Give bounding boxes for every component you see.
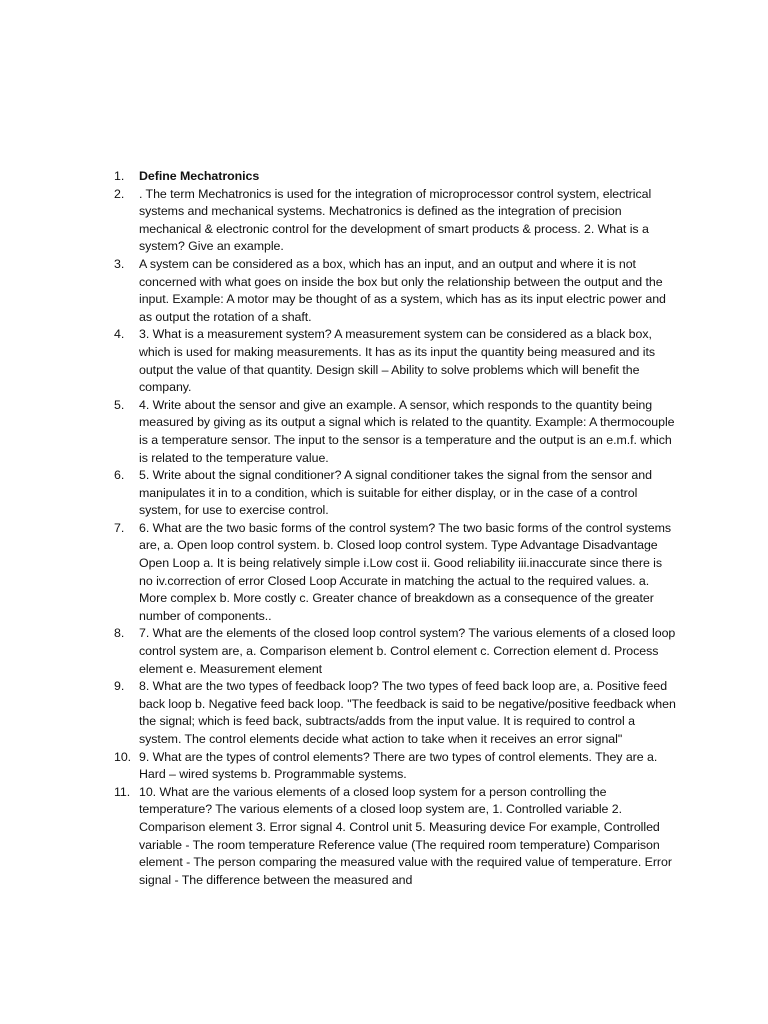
item-number: 8. bbox=[114, 626, 125, 641]
item-text: 8. What are the two types of feedback loop? The two types of feed back loop are, a. Positive feed back loop b. Negative feed back loop. "The feedback is said to be negative/positive feedback when the signal; which is feed back, subtracts/adds from the input value. It is required to control a system. The control elements decide what action to take when it receives an error signal" bbox=[139, 679, 676, 746]
item-number: 5. bbox=[114, 397, 125, 412]
list-item bbox=[108, 784, 676, 890]
item-number: 11. bbox=[114, 784, 131, 799]
item-text: 3. What is a measurement system? A measurement system can be considered as a black box, which is used for making measurements. It has as its input the quantity being measured and its output the value of that quantity. Design skill – Ability to solve problems which will benefit the company. bbox=[139, 327, 655, 395]
item-number: 7. bbox=[114, 520, 125, 535]
item-number: 2. bbox=[114, 186, 125, 201]
item-text: 7. What are the elements of the closed loop control system? The various elements of a closed loop control system are, a. Comparison element b. Control element c. Correction element d. Process element e. Measurement element bbox=[139, 626, 676, 676]
list-item bbox=[108, 186, 676, 256]
numbered-list bbox=[108, 168, 676, 889]
item-text: . The term Mechatronics is used for the integration of microprocessor control system, electrical systems and mechanical systems. Mechatronics is defined as the integration of precision mechanical & electronic control for the development of smart products & process. 2. What is a system? Give an example. bbox=[139, 186, 652, 254]
item-number: 3. bbox=[114, 256, 125, 271]
list-item bbox=[108, 678, 676, 748]
item-text: A system can be considered as a box, which has an input, and an output and where it is not concerned with what goes on inside the box but only the relationship between the output and the input. Example: A motor may be thought of as a system, which has as its input electric power and as output the rotation of a shaft. bbox=[139, 256, 666, 324]
list-item bbox=[108, 326, 676, 396]
list-item bbox=[108, 625, 676, 678]
item-text: 6. What are the two basic forms of the control system? The two basic forms of the control systems are, a. Open loop control system. b. Closed loop control system. Type Advantage Disadvantage Open Loop a. It is being relatively simple i.Low cost ii. Good reliability iii.inaccurate since there is no iv.correction of error Closed Loop Accurate in matching the actual to the required values. a. More complex b. More costly c. Greater chance of breakdown as a consequence of the greater number of components.. bbox=[139, 520, 672, 623]
list-item bbox=[108, 256, 676, 326]
document-heading: Define Mechatronics bbox=[139, 169, 260, 183]
list-item bbox=[108, 749, 676, 784]
item-text: 4. Write about the sensor and give an example. A sensor, which responds to the quantity being measured by giving as its output a signal which is related to the quantity. Example: A thermocouple is a temperature sensor. The input to the sensor is a temperature and the output is an e.m.f. which is related to the temperature value. bbox=[139, 397, 675, 465]
item-number: 1. bbox=[114, 169, 125, 183]
list-item bbox=[108, 168, 676, 186]
list-item bbox=[108, 520, 676, 626]
item-text: 9. What are the types of control elements? There are two types of control elements. They are a. Hard – wired systems b. Programmable systems. bbox=[139, 749, 658, 782]
list-item bbox=[108, 397, 676, 467]
item-number: 10. bbox=[114, 749, 132, 764]
item-number: 4. bbox=[114, 327, 125, 342]
item-text: 10. What are the various elements of a closed loop system for a person controlling the temperature? The various elements of a closed loop system are, 1. Controlled variable 2. Comparison element 3. Error signal 4. Control unit 5. Measuring device For example, Controlled variable - The room temperature Reference value (The required room temperature) Comparison element - The person comparing the measured value with the required value of temperature. Error signal - The difference between the measured and bbox=[139, 784, 672, 887]
list-item bbox=[108, 467, 676, 520]
item-number: 9. bbox=[114, 679, 125, 694]
item-number: 6. bbox=[114, 468, 125, 483]
item-text: 5. Write about the signal conditioner? A signal conditioner takes the signal from the sensor and manipulates it in to a condition, which is suitable for either display, or in the case of a control system, for use to exercise control. bbox=[139, 468, 652, 518]
